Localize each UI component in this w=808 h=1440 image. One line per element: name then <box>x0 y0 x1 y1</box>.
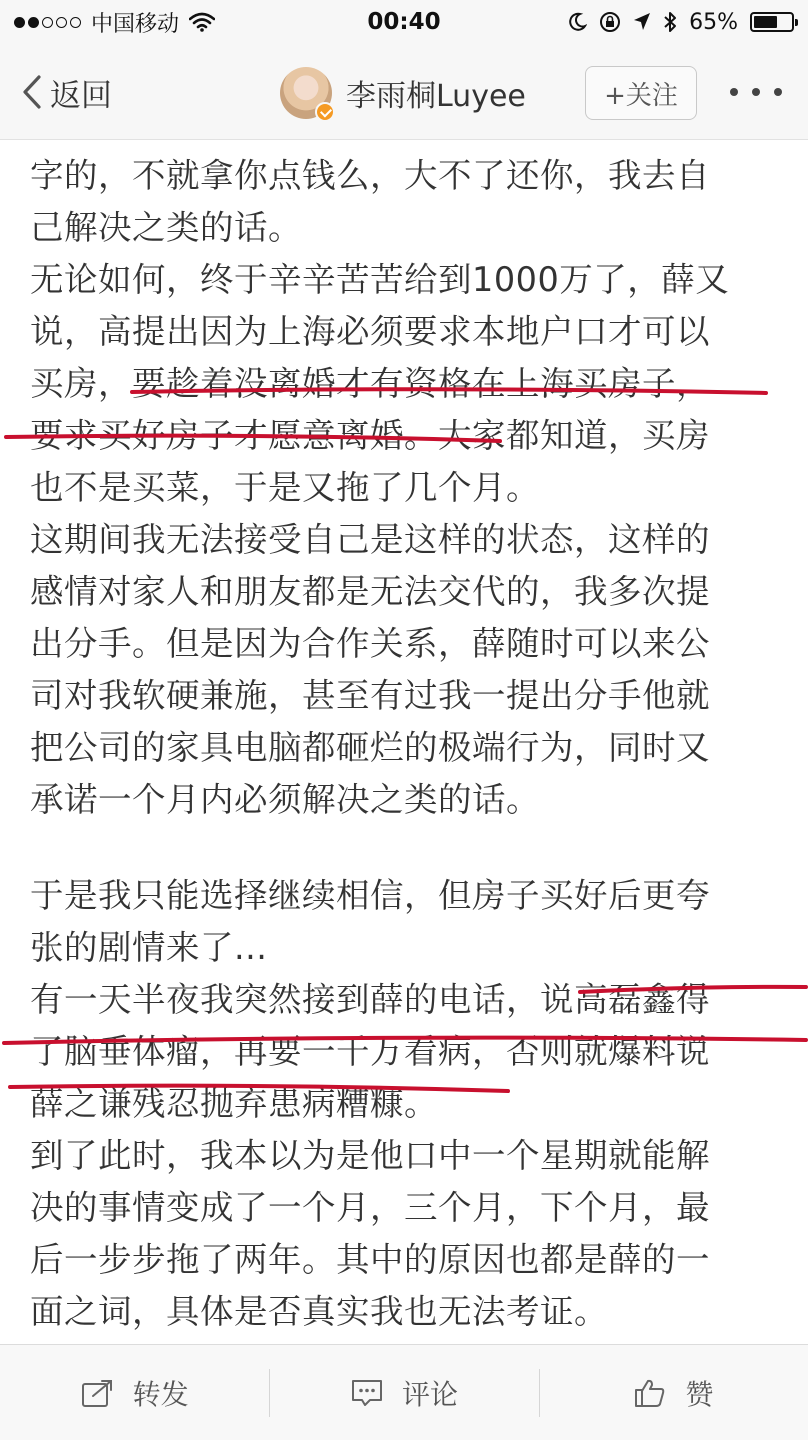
article-line: 感情对家人和朋友都是无法交代的，我多次提 <box>30 572 710 611</box>
repost-label: 转发 <box>132 1377 189 1411</box>
back-label: 返回 <box>50 77 112 114</box>
status-time: 00:40 <box>367 9 441 35</box>
like-icon <box>633 1377 667 1409</box>
location-icon <box>633 12 651 32</box>
avatar[interactable] <box>280 67 332 119</box>
article-line: 有一天半夜我突然接到薛的电话，说高磊鑫得 <box>30 980 710 1019</box>
back-button[interactable] <box>22 70 112 114</box>
article-line: 己解决之类的话。 <box>30 208 302 247</box>
more-dots-icon[interactable] <box>730 74 782 110</box>
repost-button[interactable] <box>0 1345 269 1440</box>
article-line: 要求买好房子才愿意离婚。大家都知道，买房 <box>30 416 710 455</box>
bottom-toolbar <box>0 1344 808 1440</box>
article-line: 这期间我无法接受自己是这样的状态，这样的 <box>30 520 710 559</box>
verified-badge-icon <box>315 102 335 122</box>
article-line: 了脑垂体瘤，再要一千万看病，否则就爆料说 <box>30 1032 710 1071</box>
article-line: 承诺一个月内必须解决之类的话。 <box>30 780 540 819</box>
article-line <box>30 826 780 870</box>
post-body <box>30 150 780 1390</box>
status-right <box>567 6 794 38</box>
article-line: 张的剧情来了... <box>30 928 268 967</box>
carrier-name: 中国移动 <box>91 11 180 37</box>
article-line: 后一步步拖了两年。其中的原因也都是薛的一 <box>30 1240 710 1279</box>
repost-icon <box>81 1378 115 1408</box>
comment-icon <box>350 1378 384 1408</box>
like-label: 赞 <box>685 1377 714 1411</box>
article-line: 买房，要趁着没离婚才有资格在上海买房子， <box>30 364 710 403</box>
comment-button[interactable] <box>269 1345 538 1440</box>
follow-button[interactable]: +关注 <box>585 66 697 120</box>
battery-icon <box>750 12 794 32</box>
status-bar <box>0 0 808 44</box>
article-line: 司对我软硬兼施，甚至有过我一提出分手他就 <box>30 676 710 715</box>
article-line: 到了此时，我本以为是他口中一个星期就能解 <box>30 1136 710 1175</box>
article-line: 于是我只能选择继续相信，但房子买好后更夸 <box>30 876 710 915</box>
article-line: 出分手。但是因为合作关系，薛随时可以来公 <box>30 624 710 663</box>
battery-percent: 65% <box>689 9 738 35</box>
article-line: 无论如何，终于辛辛苦苦给到1000万了，薛又 <box>30 260 730 299</box>
user-name[interactable]: 李雨桐Luyee <box>346 79 526 114</box>
battery-level <box>754 16 777 28</box>
article-line: 决的事情变成了一个月，三个月，下个月，最 <box>30 1188 710 1227</box>
article-line: 薛之谦残忍抛弃患病糟糠。 <box>30 1084 438 1123</box>
article-line: 面之词，具体是否真实我也无法考证。 <box>30 1292 608 1331</box>
moon-icon <box>567 12 587 32</box>
rotation-lock-icon <box>599 11 621 33</box>
signal-dots-icon <box>14 17 81 28</box>
nav-bar <box>0 44 808 140</box>
wifi-icon <box>189 12 215 32</box>
comment-label: 评论 <box>401 1377 458 1411</box>
article-line: 把公司的家具电脑都砸烂的极端行为，同时又 <box>30 728 710 767</box>
bluetooth-icon <box>663 11 677 33</box>
article-line: 字的，不就拿你点钱么，大不了还你，我去自 <box>30 156 710 195</box>
article-line: 也不是买菜，于是又拖了几个月。 <box>30 468 540 507</box>
status-left <box>14 6 215 38</box>
like-button[interactable] <box>539 1345 808 1440</box>
back-chevron-icon <box>22 74 42 110</box>
profile-header[interactable] <box>280 66 526 120</box>
article-line: 说，高提出因为上海必须要求本地户口才可以 <box>30 312 710 351</box>
